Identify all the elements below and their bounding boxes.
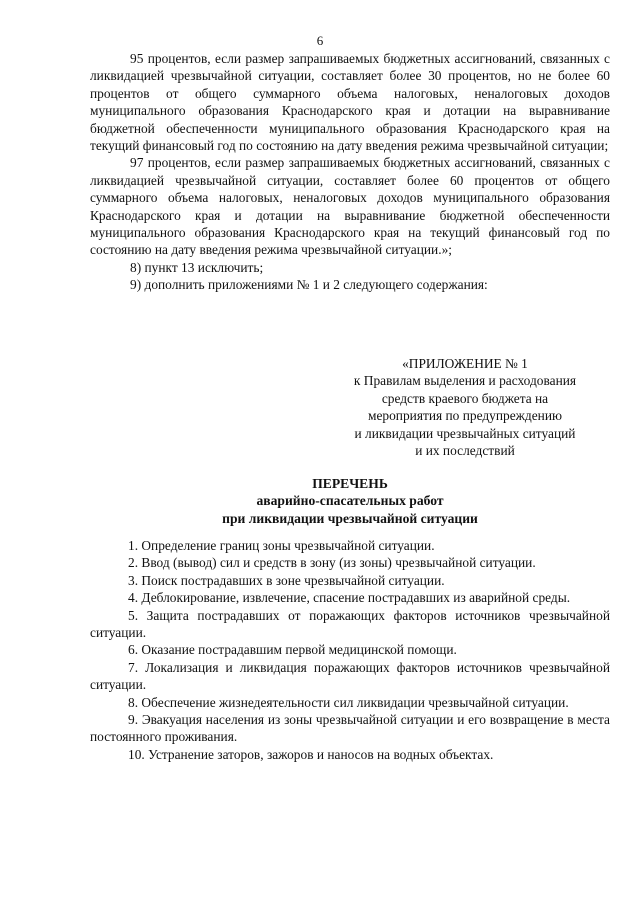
list-title-line: аварийно-спасательных работ [256, 493, 444, 509]
paragraph: 8) пункт 13 исключить; [130, 259, 264, 275]
list-item: 2. Ввод (вывод) сил и средств в зону (из зоны) чрезвычайной ситуации. [128, 555, 536, 571]
list-title-line: ПЕРЕЧЕНЬ [312, 476, 388, 491]
list-title-line: при ликвидации чрезвычайной ситуации [222, 510, 478, 526]
list-item: 5. Защита пострадавших от поражающих факторов источников чрезвычайной ситуации. [90, 607, 610, 641]
paragraph: 9) дополнить приложениями № 1 и 2 следующего содержания: [130, 277, 488, 293]
list-item: 3. Поиск пострадавших в зоне чрезвычайной ситуации. [128, 572, 445, 588]
appendix-line: к Правилам выделения и расходования [353, 373, 577, 389]
list-item: 1. Определение границ зоны чрезвычайной ситуации. [128, 538, 435, 553]
rescue-works-list [90, 537, 610, 763]
list-item: 4. Деблокирование, извлечение, спасение пострадавших из аварийной среды. [128, 590, 571, 606]
list-item: 9. Эвакуация населения из зоны чрезвычайной ситуации и его возвращение в места постоянного проживания. [90, 712, 610, 745]
paragraph: 95 процентов, если размер запрашиваемых бюджетных ассигнований, связанных с ликвидацией чрезвычайной ситуации, составляет более 30 процентов, но не более 60 процентов от общего суммарного объема налоговых, неналоговых доходов муниципального образования Краснодарского края и дотации на выравнивание бюджетной обеспеченности муниципального образования Краснодарского края на текущий финансовый год по состоянию на дату введения режима чрезвычайной ситуации; [90, 51, 610, 154]
appendix-line: мероприятия по предупреждению [367, 408, 562, 424]
appendix-line: и их последствий [415, 443, 515, 459]
list-title [90, 475, 610, 527]
appendix-line: средств краевого бюджета на [381, 390, 549, 406]
appendix-line: «ПРИЛОЖЕНИЕ № 1 [402, 356, 528, 371]
list-item: 6. Оказание пострадавшим первой медицинской помощи. [128, 642, 457, 658]
list-item: 7. Локализация и ликвидация поражающих факторов источников чрезвычайной ситуации. [90, 659, 610, 693]
appendix-heading [335, 355, 595, 459]
paragraph: 97 процентов, если размер запрашиваемых бюджетных ассигнований, связанных с ликвидацией чрезвычайной ситуации, составляет более 60 процентов от общего суммарного объема налоговых, неналоговых доходов муниципального образования Краснодарского края и дотации на выравнивание бюджетной обеспеченности муниципального образования Краснодарского края на текущий финансовый год по состоянию на дату введения режима чрезвычайной ситуации.»; [90, 155, 610, 258]
list-item: 8. Обеспечение жизнедеятельности сил ликвидации чрезвычайной ситуации. [128, 694, 569, 710]
appendix-line: и ликвидации чрезвычайных ситуаций [354, 425, 576, 441]
page-number: 6 [316, 33, 324, 48]
body-text [90, 50, 610, 294]
list-item: 10. Устранение заторов, зажоров и наносов на водных объектах. [128, 746, 494, 762]
